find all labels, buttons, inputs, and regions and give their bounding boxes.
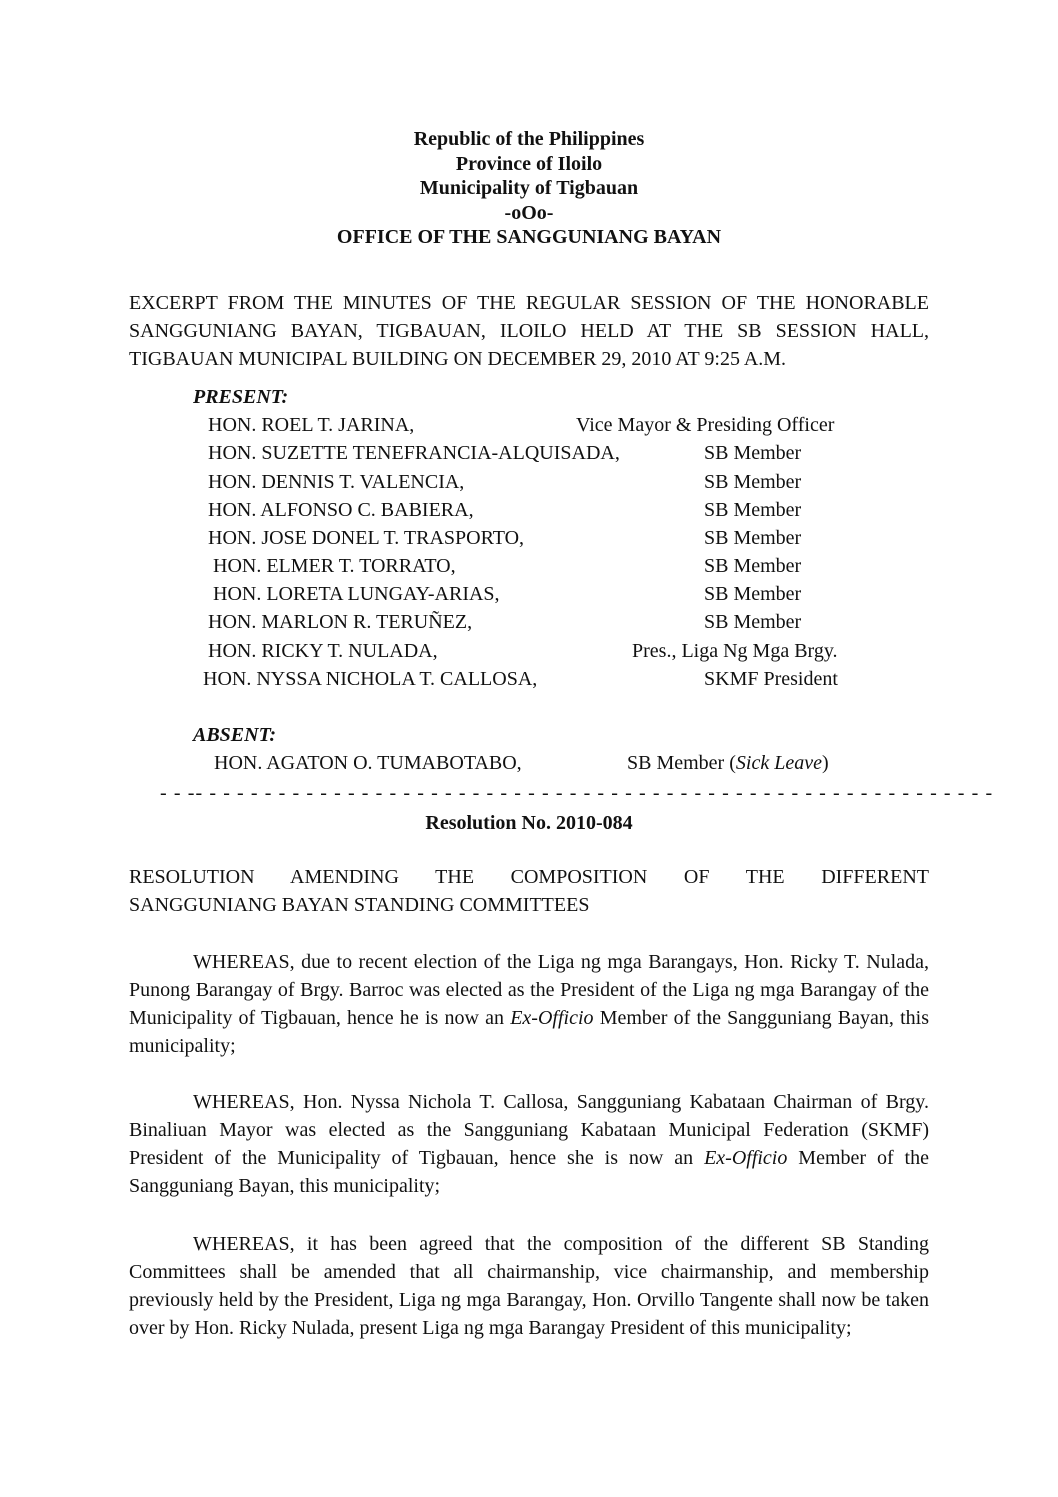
letterhead-ornament: -oOo-: [504, 201, 554, 224]
whereas-paragraph: WHEREAS, Hon. Nyssa Nichola T. Callosa, Sangguniang Kabataan Chairman of Brgy. Binaliuan Mayor was elected as the Sangguniang Kabataan Municipal Federation (SKMF) President of the Municipality of Tigbauan, hence she is now an Ex-Officio Member of the Sangguniang Bayan, this municipality;: [129, 1091, 929, 1197]
present-member-position: Pres., Liga Ng Mga Brgy.: [632, 640, 838, 662]
present-member-name: HON. ALFONSO C. BABIERA,: [208, 499, 474, 521]
resolution-title-line: SANGGUNIANG BAYAN STANDING COMMITTEES: [129, 894, 590, 916]
absent-member-position: SB Member (Sick Leave): [627, 752, 829, 774]
absent-member-name: HON. AGATON O. TUMABOTABO,: [214, 752, 522, 774]
present-label: PRESENT:: [193, 386, 289, 408]
present-member-position: SB Member: [704, 583, 802, 605]
present-member-position: SB Member: [704, 499, 802, 521]
present-member-position: SKMF President: [704, 668, 838, 690]
present-member-name: HON. DENNIS T. VALENCIA,: [208, 471, 465, 493]
present-member-name: HON. ROEL T. JARINA,: [208, 414, 415, 436]
whereas-paragraph: WHEREAS, it has been agreed that the composition of the different SB Standing Committees shall be amended that all chairmanship, vice chairmanship, and membership previously held by the President, Liga ng mga Barangay, Hon. Orvillo Tangente shall now be taken over by Hon. Ricky Nulada, present Liga ng mga Barangay President of this municipality;: [129, 1233, 929, 1339]
absent-label: ABSENT:: [193, 724, 276, 746]
letterhead-republic: Republic of the Philippines: [413, 128, 645, 150]
present-member-position: SB Member: [704, 611, 802, 633]
present-member-name: HON. SUZETTE TENEFRANCIA-ALQUISADA,: [208, 442, 620, 464]
present-member-name: HON. RICKY T. NULADA,: [208, 640, 438, 662]
present-member-name: HON. ELMER T. TORRATO,: [213, 555, 456, 577]
resolution-title-line: RESOLUTION AMENDING THE COMPOSITION OF THE DIFFERENT: [129, 866, 929, 888]
present-member-name: HON. JOSE DONEL T. TRASPORTO,: [208, 527, 525, 549]
resolution-title: [129, 863, 929, 919]
whereas-paragraph: WHEREAS, due to recent election of the Liga ng mga Barangays, Hon. Ricky T. Nulada, Punong Barangay of Brgy. Barroc was elected as the President of the Liga ng mga Barangay of the Municipality of Tigbauan, hence he is now an Ex-Officio Member of the Sangguniang Bayan, this municipality;: [129, 951, 929, 1057]
letterhead-municipality: Municipality of Tigbauan: [419, 177, 639, 199]
present-member-name: HON. NYSSA NICHOLA T. CALLOSA,: [203, 668, 538, 690]
present-member-position: SB Member: [704, 555, 802, 577]
letterhead-office: OFFICE OF THE SANGGUNIANG BAYAN: [336, 226, 722, 248]
present-member-position: SB Member: [704, 471, 802, 493]
absent-member-note: Sick Leave: [735, 752, 822, 774]
present-member-name: HON. LORETA LUNGAY-ARIAS,: [213, 583, 500, 605]
resolution-number: Resolution No. 2010-084: [425, 812, 633, 834]
present-member-position: Vice Mayor & Presiding Officer: [576, 414, 835, 436]
present-member-name: HON. MARLON R. TERUÑEZ,: [208, 611, 473, 633]
letterhead: [0, 127, 1058, 250]
present-member-position: SB Member: [704, 442, 802, 464]
present-member-position: SB Member: [704, 527, 802, 549]
separator-line: - - -- - - - - - - - - - - - - - - - - - - - - - - - - - - - - - - - - - - - - - - - - - - - - - - - - - - - - - - - - -: [160, 782, 994, 804]
letterhead-province: Province of Iloilo: [455, 152, 603, 175]
excerpt-paragraph: EXCERPT FROM THE MINUTES OF THE REGULAR SESSION OF THE HONORABLE SANGGUNIANG BAYAN, TIGBAUAN, ILOILO HELD AT THE SB SESSION HALL, TIGBAUAN MUNICIPAL BUILDING ON DECEMBER 29, 2010 AT 9:25 A.M.: [129, 292, 929, 370]
